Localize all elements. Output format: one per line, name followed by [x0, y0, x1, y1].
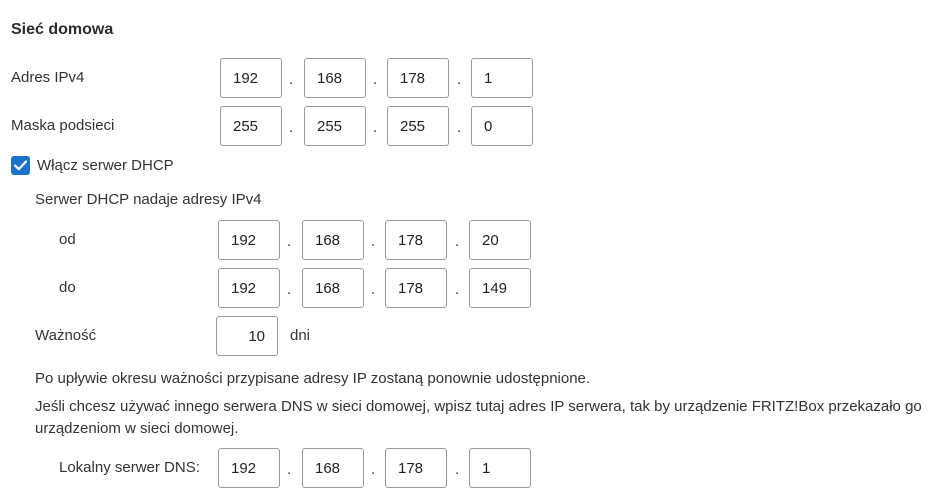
- dhcp-enable-label[interactable]: Włącz serwer DHCP: [37, 157, 174, 174]
- dns-dot-2: .: [371, 461, 376, 478]
- dns-octet-2[interactable]: [302, 448, 364, 488]
- dns-octet-3[interactable]: [385, 448, 447, 488]
- dhcp-from-dot-3: .: [455, 233, 460, 250]
- dhcp-to-label: do: [59, 279, 76, 296]
- dhcp-from-octet-4[interactable]: [469, 220, 531, 260]
- mask-octet-2[interactable]: [304, 106, 366, 146]
- dhcp-from-octet-3[interactable]: [385, 220, 447, 260]
- dhcp-to-octet-2[interactable]: [302, 268, 364, 308]
- mask-dot-1: .: [289, 119, 294, 136]
- ipv4-octet-1[interactable]: [220, 58, 282, 98]
- mask-octet-1[interactable]: [220, 106, 282, 146]
- checkmark-icon: [14, 160, 27, 171]
- dhcp-to-dot-3: .: [455, 281, 460, 298]
- dhcp-to-dot-2: .: [371, 281, 376, 298]
- dhcp-from-dot-1: .: [287, 233, 292, 250]
- mask-label: Maska podsieci: [11, 117, 115, 134]
- ipv4-dot-3: .: [457, 71, 462, 88]
- dhcp-to-octet-4[interactable]: [469, 268, 531, 308]
- dns-info-line-1: Jeśli chcesz używać innego serwera DNS w sieci domowej, wpisz tutaj adres IP serwera, tak by urządzenie FRITZ!Box przekazało go: [35, 398, 922, 415]
- ipv4-octet-3[interactable]: [387, 58, 449, 98]
- dhcp-from-label: od: [59, 231, 76, 248]
- dhcp-to-octet-1[interactable]: [218, 268, 280, 308]
- ipv4-dot-2: .: [373, 71, 378, 88]
- lease-info-text: Po upływie okresu ważności przypisane adresy IP zostaną ponownie udostępnione.: [35, 370, 591, 387]
- dhcp-from-dot-2: .: [371, 233, 376, 250]
- lease-input[interactable]: [216, 316, 278, 356]
- dns-dot-1: .: [287, 461, 292, 478]
- dns-dot-3: .: [455, 461, 460, 478]
- dhcp-to-octet-3[interactable]: [385, 268, 447, 308]
- dhcp-to-dot-1: .: [287, 281, 292, 298]
- dhcp-from-octet-1[interactable]: [218, 220, 280, 260]
- ipv4-label: Adres IPv4: [11, 69, 85, 86]
- ipv4-dot-1: .: [289, 71, 294, 88]
- dhcp-enable-checkbox[interactable]: [11, 156, 30, 175]
- mask-octet-3[interactable]: [387, 106, 449, 146]
- dns-info-line-2: urządzeniom w sieci domowej.: [35, 420, 239, 437]
- ipv4-octet-4[interactable]: [471, 58, 533, 98]
- dhcp-from-octet-2[interactable]: [302, 220, 364, 260]
- mask-octet-4[interactable]: [471, 106, 533, 146]
- dns-label: Lokalny serwer DNS:: [59, 459, 200, 476]
- page-title: Sieć domowa: [11, 21, 114, 38]
- mask-dot-2: .: [373, 119, 378, 136]
- ipv4-octet-2[interactable]: [304, 58, 366, 98]
- lease-label: Ważność: [35, 327, 97, 344]
- mask-dot-3: .: [457, 119, 462, 136]
- lease-unit: dni: [290, 327, 311, 344]
- dhcp-range-heading: Serwer DHCP nadaje adresy IPv4: [35, 191, 262, 208]
- dns-octet-4[interactable]: [469, 448, 531, 488]
- dns-octet-1[interactable]: [218, 448, 280, 488]
